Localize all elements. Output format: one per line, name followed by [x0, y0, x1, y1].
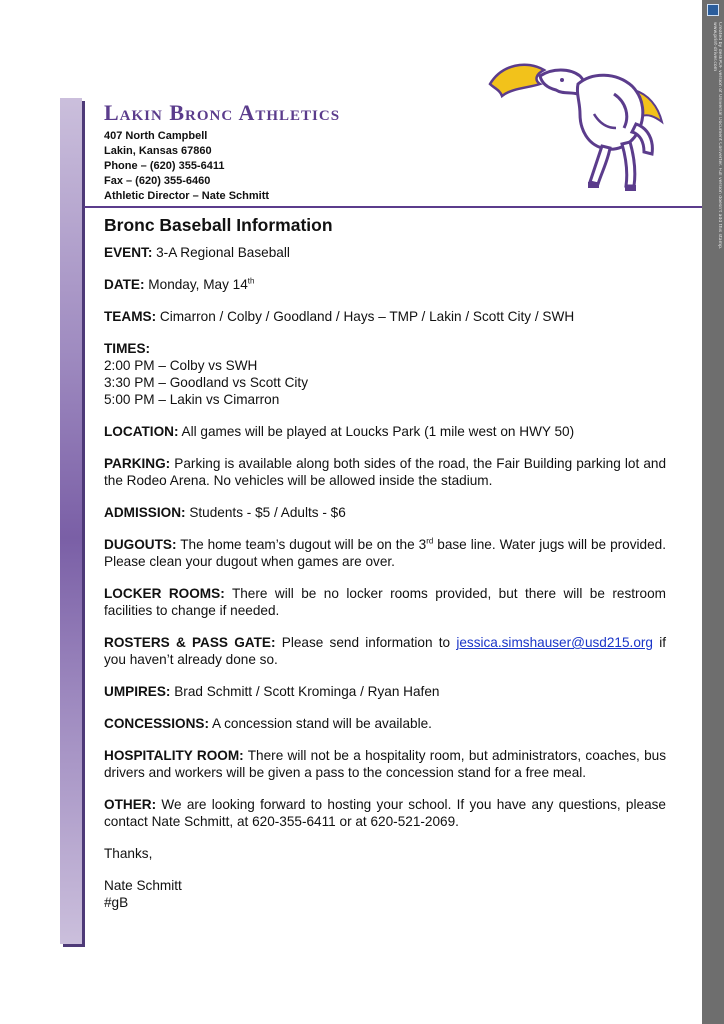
date-value: Monday, May 14 [144, 277, 248, 292]
hospitality-value: There will not be a hospitality room, but administrators, coaches, bus drivers and workers will be given a pass to the concession stand for a free meal. [104, 748, 667, 780]
closing-line: Thanks, [104, 846, 153, 861]
dugouts-label: DUGOUTS: [104, 537, 177, 552]
parking-value: Parking is available along both sides of the road, the Fair Building parking lot and the Rodeo Arena. No vehicles will be allowed inside the stadium. [104, 456, 666, 488]
admission-label: ADMISSION: [104, 505, 186, 520]
teams-label: TEAMS: [104, 309, 157, 324]
times-label: TIMES: [104, 341, 151, 356]
umpires-value: Brad Schmitt / Scott Krominga / Ryan Hafen [170, 684, 440, 699]
header-divider [84, 206, 702, 208]
event-paragraph [104, 244, 666, 261]
concessions-label: CONCESSIONS: [104, 716, 209, 731]
hospitality-paragraph [104, 747, 666, 781]
parking-paragraph [104, 455, 666, 489]
concessions-paragraph [104, 715, 666, 732]
dugouts-value-end: base line. Water jugs will be provided. Please clean your dugout when games are over. [104, 537, 666, 569]
event-label: EVENT: [104, 245, 153, 260]
parking-label: PARKING: [104, 456, 171, 471]
umpires-label: UMPIRES: [104, 684, 171, 699]
signature-block [104, 877, 666, 911]
other-value: We are looking forward to hosting your school. If you have any questions, please contact Nate Schmitt, at 620-355-6411 or at 620-521-2069. [104, 797, 666, 829]
other-paragraph [104, 796, 666, 830]
concessions-value: A concession stand will be available. [209, 716, 432, 731]
contact-email-link[interactable]: jessica.simshauser@usd215.org [456, 635, 653, 650]
teams-paragraph [104, 308, 666, 325]
location-value: All games will be played at Loucks Park (1 mile west on HWY 50) [178, 424, 575, 439]
rosters-value-start: Please send information to [275, 635, 457, 650]
rosters-paragraph [104, 634, 666, 668]
org-name: Lakin Bronc Athletics [104, 100, 341, 125]
admission-paragraph [104, 504, 666, 521]
other-label: OTHER: [104, 797, 157, 812]
signature-tag: #gB [104, 895, 129, 910]
location-label: LOCATION: [104, 424, 179, 439]
date-superscript: th [247, 276, 255, 286]
date-label: DATE: [104, 277, 145, 292]
dugouts-superscript: rd [426, 536, 434, 546]
date-paragraph [104, 276, 666, 293]
teams-value: Cimarron / Colby / Goodland / Hays – TMP / Lakin / Scott City / SWH [156, 309, 575, 324]
times-paragraph [104, 340, 666, 408]
document-title: Bronc Baseball Information [104, 215, 333, 235]
letterhead [104, 97, 524, 204]
dugouts-value-start: The home team’s dugout will be on the 3 [176, 537, 427, 552]
location-paragraph [104, 423, 666, 440]
converter-stamp-text: Created by deskPDF version of Universal Document Converter. Full version doesn't add this stamp. www.print-driver.com [712, 22, 722, 250]
fax-line: Fax – (620) 355-6460 [104, 175, 211, 187]
document-body [104, 212, 666, 911]
time-item: 3:30 PM – Goodland vs Scott City [104, 375, 309, 390]
director-line: Athletic Director – Nate Schmitt [104, 190, 270, 202]
locker-rooms-value: There will be no locker rooms provided, but there will be restroom facilities to change if needed. [104, 586, 666, 618]
converter-logo-icon [707, 4, 719, 16]
phone-line: Phone – (620) 355-6411 [104, 160, 225, 172]
address-line-2: Lakin, Kansas 67860 [104, 145, 212, 157]
umpires-paragraph [104, 683, 666, 700]
dugouts-paragraph [104, 536, 666, 570]
signature-name: Nate Schmitt [104, 878, 182, 893]
time-item: 2:00 PM – Colby vs SWH [104, 358, 258, 373]
decorative-sidebar-bar [60, 98, 82, 944]
event-value: 3-A Regional Baseball [152, 245, 290, 260]
address-line-1: 407 North Campbell [104, 130, 208, 142]
rosters-label: ROSTERS & PASS GATE: [104, 635, 276, 650]
locker-rooms-paragraph [104, 585, 666, 619]
time-item: 5:00 PM – Lakin vs Cimarron [104, 392, 280, 407]
rosters-value-end: if you haven’t already done so. [104, 635, 666, 667]
hospitality-label: HOSPITALITY ROOM: [104, 748, 244, 763]
locker-rooms-label: LOCKER ROOMS: [104, 586, 225, 601]
admission-value: Students - $5 / Adults - $6 [185, 505, 346, 520]
